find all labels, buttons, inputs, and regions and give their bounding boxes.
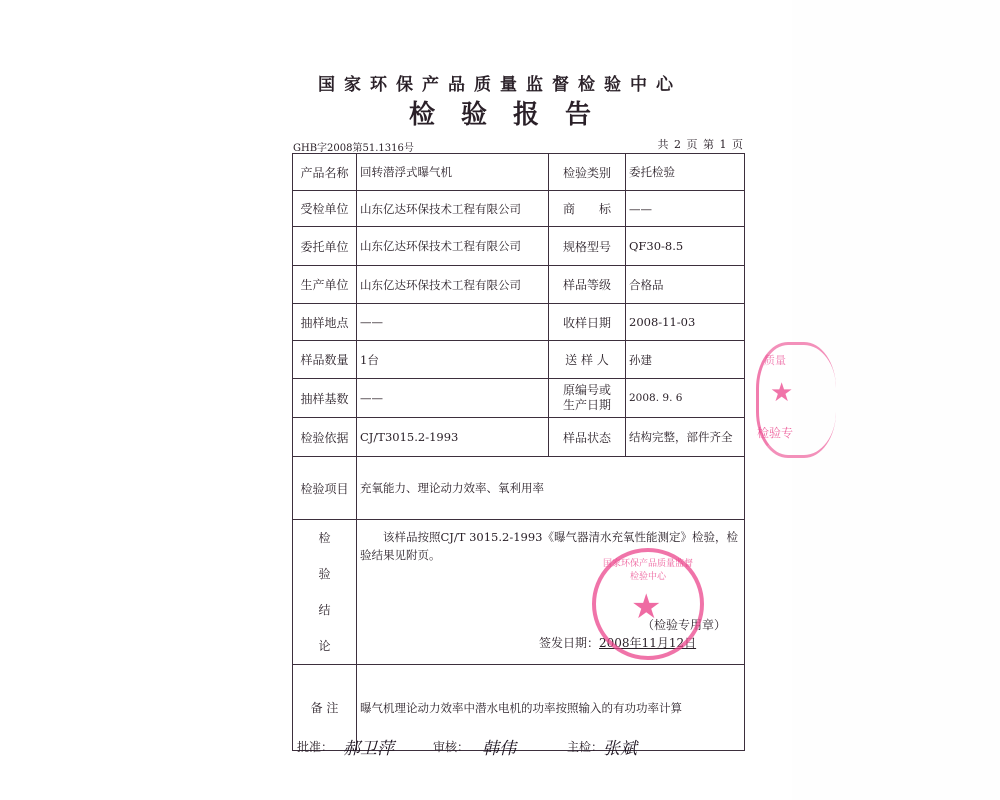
field-label-line1: 原编号或 bbox=[562, 383, 611, 397]
page-info: 共 2 页 第 1 页 bbox=[657, 138, 744, 151]
field-value: CJ/T3015.2-1993 bbox=[357, 418, 549, 457]
review-label: 审核： bbox=[433, 740, 470, 754]
field-label-multiline bbox=[549, 379, 626, 418]
field-label: 样品等级 bbox=[549, 266, 626, 304]
table-row bbox=[293, 418, 745, 457]
field-value: 委托检验 bbox=[626, 154, 745, 191]
field-label: 检验项目 bbox=[293, 457, 357, 520]
conclusion-text: 该样品按照CJ/T 3015.2-1993《曝气器清水充氧性能测定》检验，检验结果见附页。 bbox=[360, 530, 738, 562]
field-label: 收样日期 bbox=[549, 304, 626, 341]
field-label: 商 标 bbox=[549, 191, 626, 227]
table-row bbox=[293, 304, 745, 341]
approve-label: 批准： bbox=[297, 740, 334, 754]
conclusion-label bbox=[293, 520, 357, 665]
conclusion-label-char: 结 bbox=[318, 603, 331, 617]
inspector-label: 主检： bbox=[567, 740, 604, 754]
field-value: 孙建 bbox=[626, 341, 745, 379]
table-row bbox=[293, 266, 745, 304]
field-label: 样品状态 bbox=[549, 418, 626, 457]
conclusion-label-char: 验 bbox=[318, 567, 331, 581]
stamp-label: （检验专用章） bbox=[642, 618, 727, 632]
seal-text: 国家环保产品质量监督检验中心 bbox=[602, 559, 693, 582]
organization-name: 国家环保产品质量监督检验中心 bbox=[318, 75, 682, 95]
conclusion-label-char: 论 bbox=[318, 639, 331, 653]
field-label: 抽样基数 bbox=[293, 379, 357, 418]
table-row bbox=[293, 341, 745, 379]
field-label: 送 样 人 bbox=[549, 341, 626, 379]
field-value: QF30-8.5 bbox=[626, 227, 745, 266]
report-title: 检验报告 bbox=[408, 100, 617, 130]
field-label: 生产单位 bbox=[293, 266, 357, 304]
remarks-value: 曝气机理论动力效率中潜水电机的功率按照输入的有功功率计算 bbox=[357, 665, 745, 751]
field-value: —— bbox=[626, 191, 745, 227]
field-value: 1台 bbox=[357, 341, 549, 379]
inspector-signature: 张斌 bbox=[603, 739, 637, 759]
table-row bbox=[293, 227, 745, 266]
approve-signature: 郝卫萍 bbox=[343, 739, 394, 759]
field-value: 山东亿达环保技术工程有限公司 bbox=[357, 227, 549, 266]
field-value: 回转潜浮式曝气机 bbox=[357, 154, 549, 191]
inspection-items-row bbox=[293, 457, 745, 520]
field-label: 备 注 bbox=[293, 665, 357, 751]
field-value: —— bbox=[357, 379, 549, 418]
partial-seal-bottom-text: 检验专 bbox=[757, 426, 794, 440]
field-value: 合格品 bbox=[626, 266, 745, 304]
report-table bbox=[292, 153, 745, 751]
field-label: 检验依据 bbox=[293, 418, 357, 457]
review-signature: 韩伟 bbox=[482, 739, 516, 759]
partial-seal-top-text: 质量 bbox=[764, 354, 786, 367]
field-value: —— bbox=[357, 304, 549, 341]
field-value: 山东亿达环保技术工程有限公司 bbox=[357, 191, 549, 227]
inspection-items-value: 充氧能力、理论动力效率、氧利用率 bbox=[357, 457, 745, 520]
field-label: 委托单位 bbox=[293, 227, 357, 266]
field-label-line2: 生产日期 bbox=[562, 398, 611, 412]
field-label: 抽样地点 bbox=[293, 304, 357, 341]
field-value: 结构完整，部件齐全 bbox=[626, 418, 745, 457]
field-value: 2008-11-03 bbox=[626, 304, 745, 341]
field-label: 样品数量 bbox=[293, 341, 357, 379]
field-label: 检验类别 bbox=[549, 154, 626, 191]
document-number: GHB字2008第51.1316号 bbox=[293, 143, 414, 154]
partial-seal-star-icon: ★ bbox=[770, 378, 794, 408]
field-label: 受检单位 bbox=[293, 191, 357, 227]
table-row bbox=[293, 154, 745, 191]
issue-date-label: 签发日期： bbox=[539, 636, 600, 650]
table-row bbox=[293, 379, 745, 418]
seal-star-icon: ★ bbox=[631, 587, 662, 627]
issue-date: 2008年11月12日 bbox=[599, 636, 697, 650]
table-row bbox=[293, 191, 745, 227]
field-label: 产品名称 bbox=[293, 154, 357, 191]
field-value: 山东亿达环保技术工程有限公司 bbox=[357, 266, 549, 304]
field-value: 2008. 9. 6 bbox=[626, 379, 745, 418]
field-label: 规格型号 bbox=[549, 227, 626, 266]
conclusion-label-char: 检 bbox=[318, 531, 331, 545]
